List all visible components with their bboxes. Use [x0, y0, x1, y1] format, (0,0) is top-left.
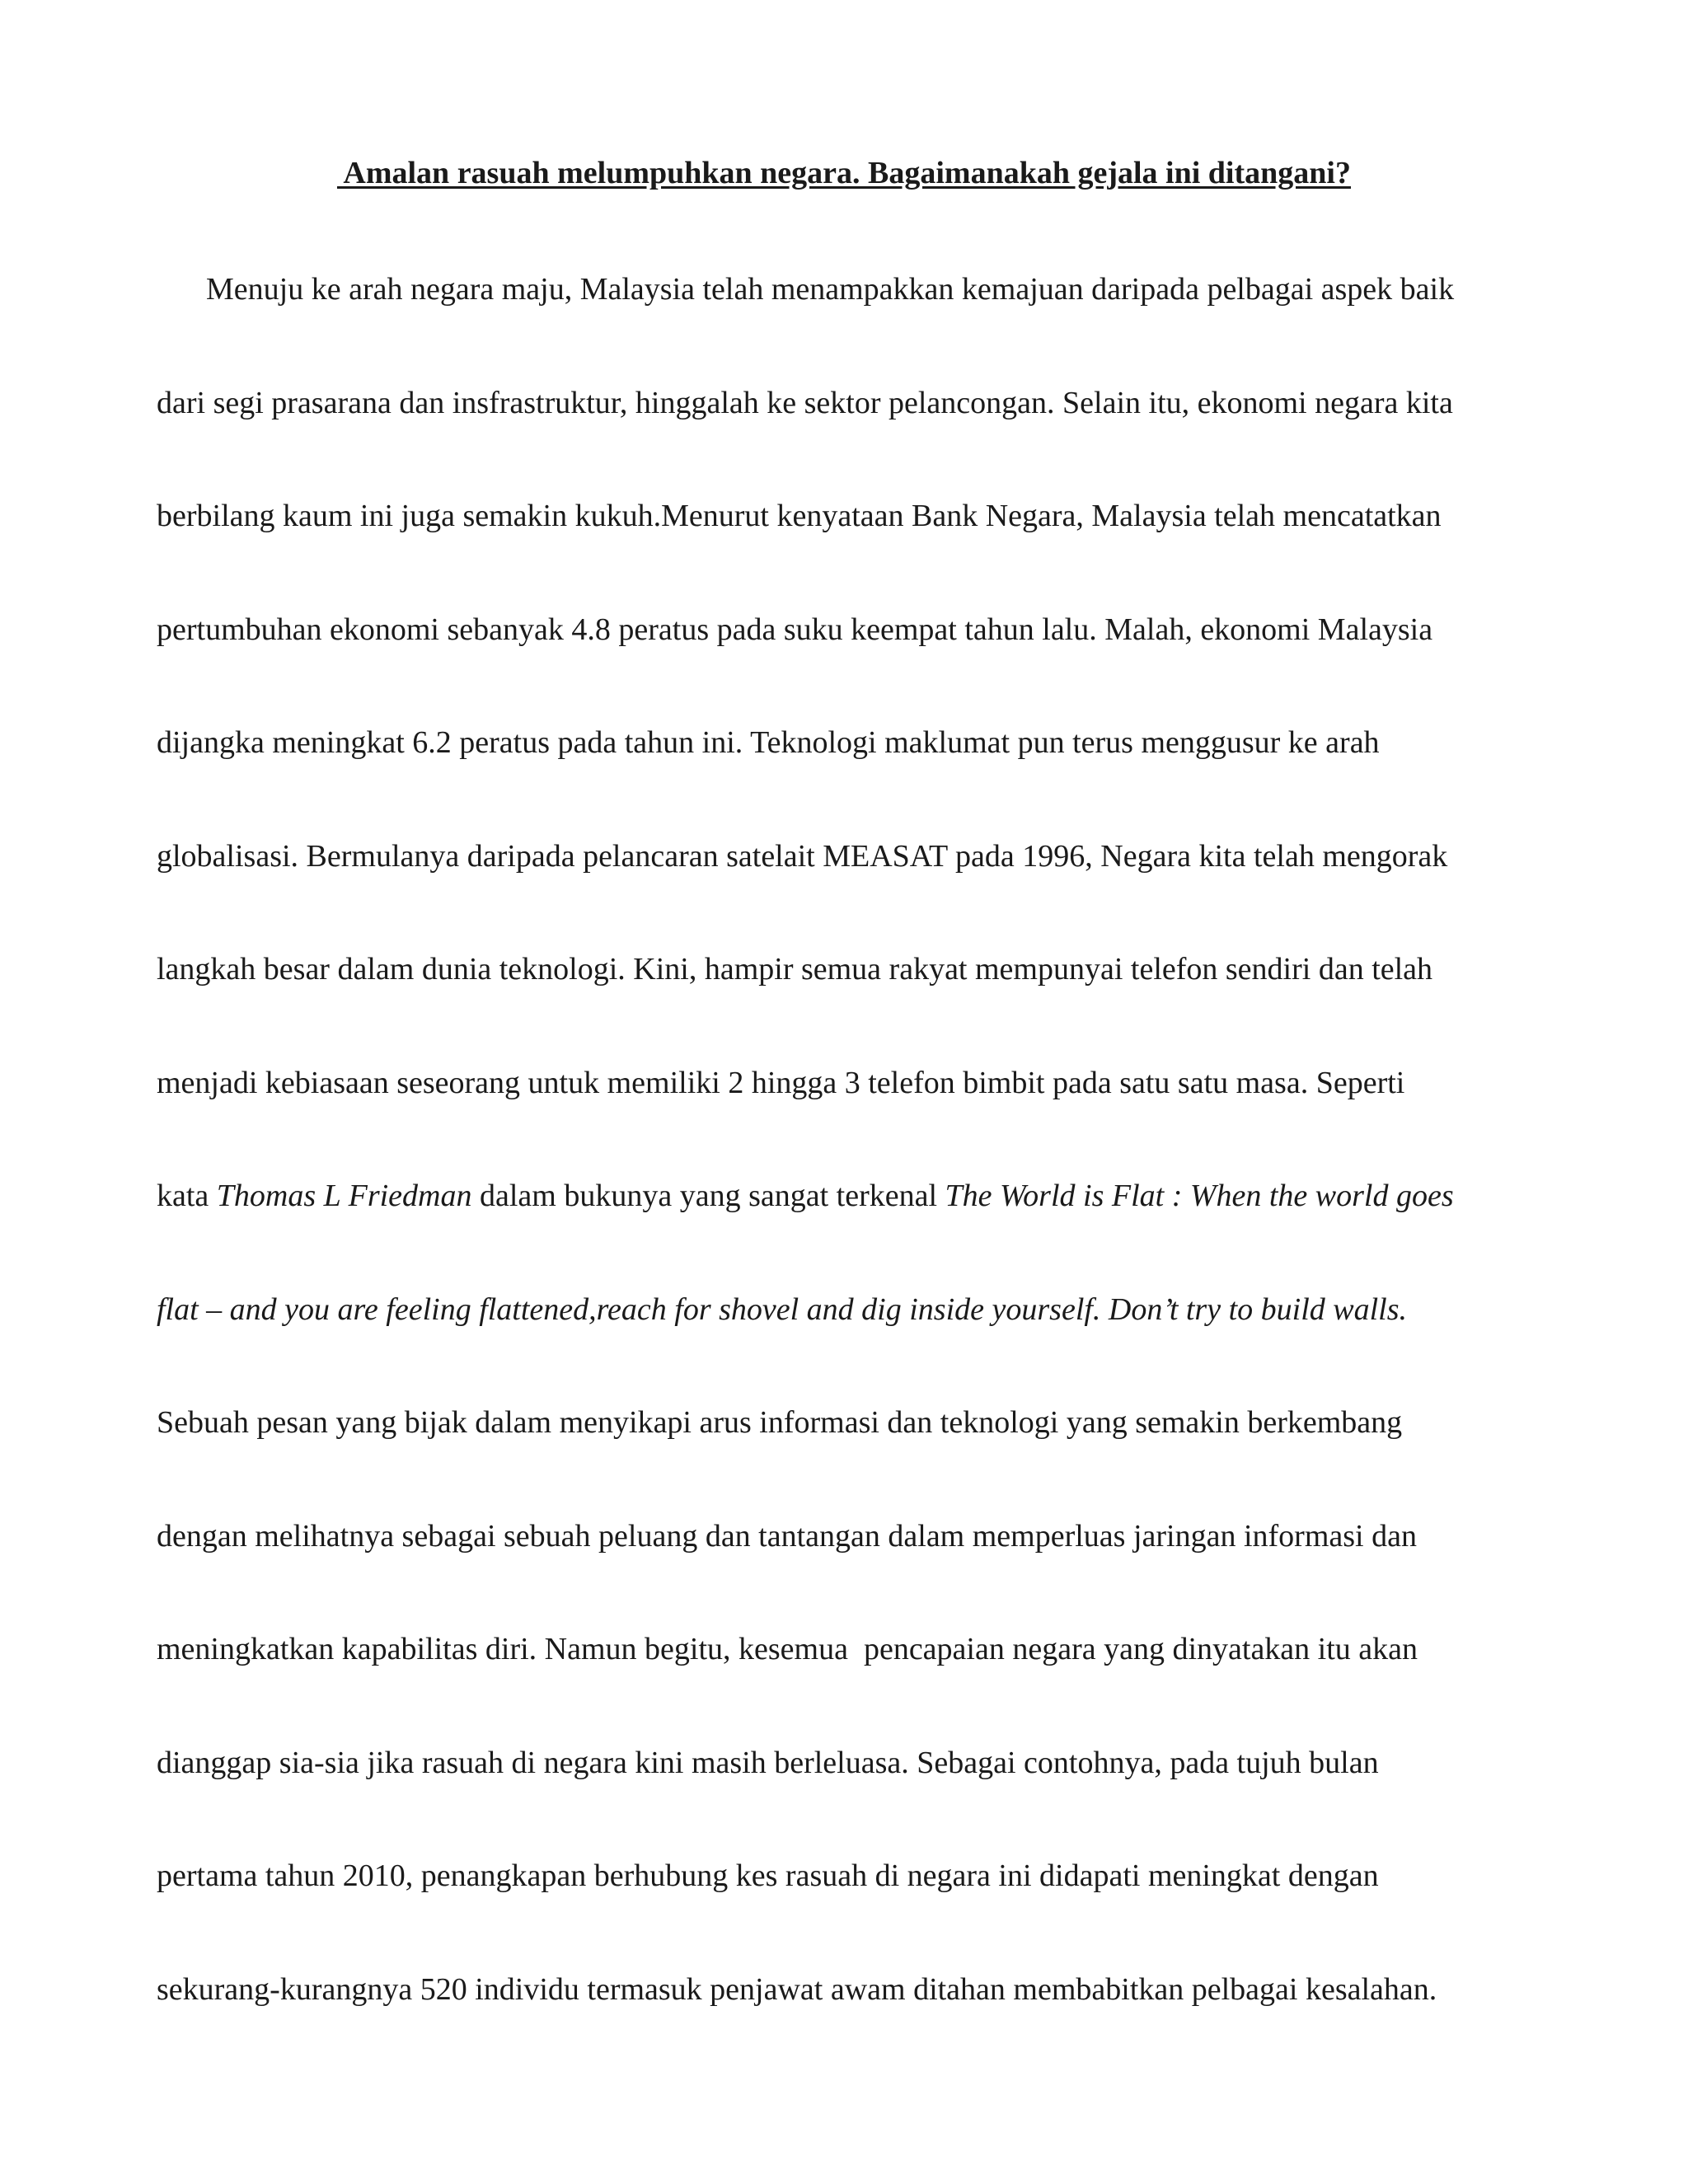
paragraph-line-9	[157, 1177, 1454, 1215]
paragraph-line-7: langkah besar dalam dunia teknologi. Kini, hampir semua rakyat mempunyai telefon sendiri dan telah	[157, 952, 1433, 987]
paragraph-line-8: menjadi kebiasaan seseorang untuk memiliki 2 hingga 3 telefon bimbit pada satu satu masa. Seperti	[157, 1066, 1405, 1100]
line-9-text-a: kata	[157, 1179, 217, 1213]
paragraph-line-4: pertumbuhan ekonomi sebanyak 4.8 peratus pada suku keempat tahun lalu. Malah, ekonomi Malaysia	[157, 612, 1433, 647]
paragraph-line-3: berbilang kaum ini juga semakin kukuh.Menurut kenyataan Bank Negara, Malaysia telah mencatatkan	[157, 499, 1442, 533]
paragraph-line-6: globalisasi. Bermulanya daripada pelancaran satelait MEASAT pada 1996, Negara kita telah mengorak	[157, 839, 1448, 874]
paragraph-line-5: dijangka meningkat 6.2 peratus pada tahun ini. Teknologi maklumat pun terus menggusur ke arah	[157, 725, 1380, 760]
paragraph-line-2: dari segi prasarana dan insfrastruktur, hinggalah ke sektor pelancongan. Selain itu, ekonomi negara kita	[157, 386, 1453, 420]
paragraph-line-12: dengan melihatnya sebagai sebuah peluang dan tantangan dalam memperluas jaringan informasi dan	[157, 1519, 1417, 1554]
paragraph-line-13: meningkatkan kapabilitas diri. Namun begitu, kesemua pencapaian negara yang dinyatakan itu akan	[157, 1632, 1418, 1666]
paragraph-line-16: sekurang-kurangnya 520 individu termasuk penjawat awam ditahan membabitkan pelbagai kesalahan.	[157, 1972, 1437, 2007]
paragraph-line-1: Menuju ke arah negara maju, Malaysia telah menampakkan kemajuan daripada pelbagai aspek baik	[206, 272, 1455, 307]
book-title: The World is Flat : When the world goes	[945, 1179, 1454, 1213]
paragraph-line-10	[157, 1291, 1407, 1329]
book-quote: flat – and you are feeling flattened,reach for shovel and dig inside yourself. Don’t try to build walls.	[157, 1292, 1408, 1327]
paragraph-line-14: dianggap sia-sia jika rasuah di negara kini masih berleluasa. Sebagai contohnya, pada tujuh bulan	[157, 1746, 1379, 1780]
essay-title: Amalan rasuah melumpuhkan negara. Bagaimanakah gejala ini ditangani?	[337, 156, 1351, 190]
paragraph-line-15: pertama tahun 2010, penangkapan berhubung kes rasuah di negara ini didapati meningkat dengan	[157, 1858, 1379, 1893]
author-name: Thomas L Friedman	[216, 1179, 472, 1213]
paragraph-line-11: Sebuah pesan yang bijak dalam menyikapi arus informasi dan teknologi yang semakin berkembang	[157, 1405, 1403, 1440]
line-9-text-b: dalam bukunya yang sangat terkenal	[471, 1179, 945, 1213]
